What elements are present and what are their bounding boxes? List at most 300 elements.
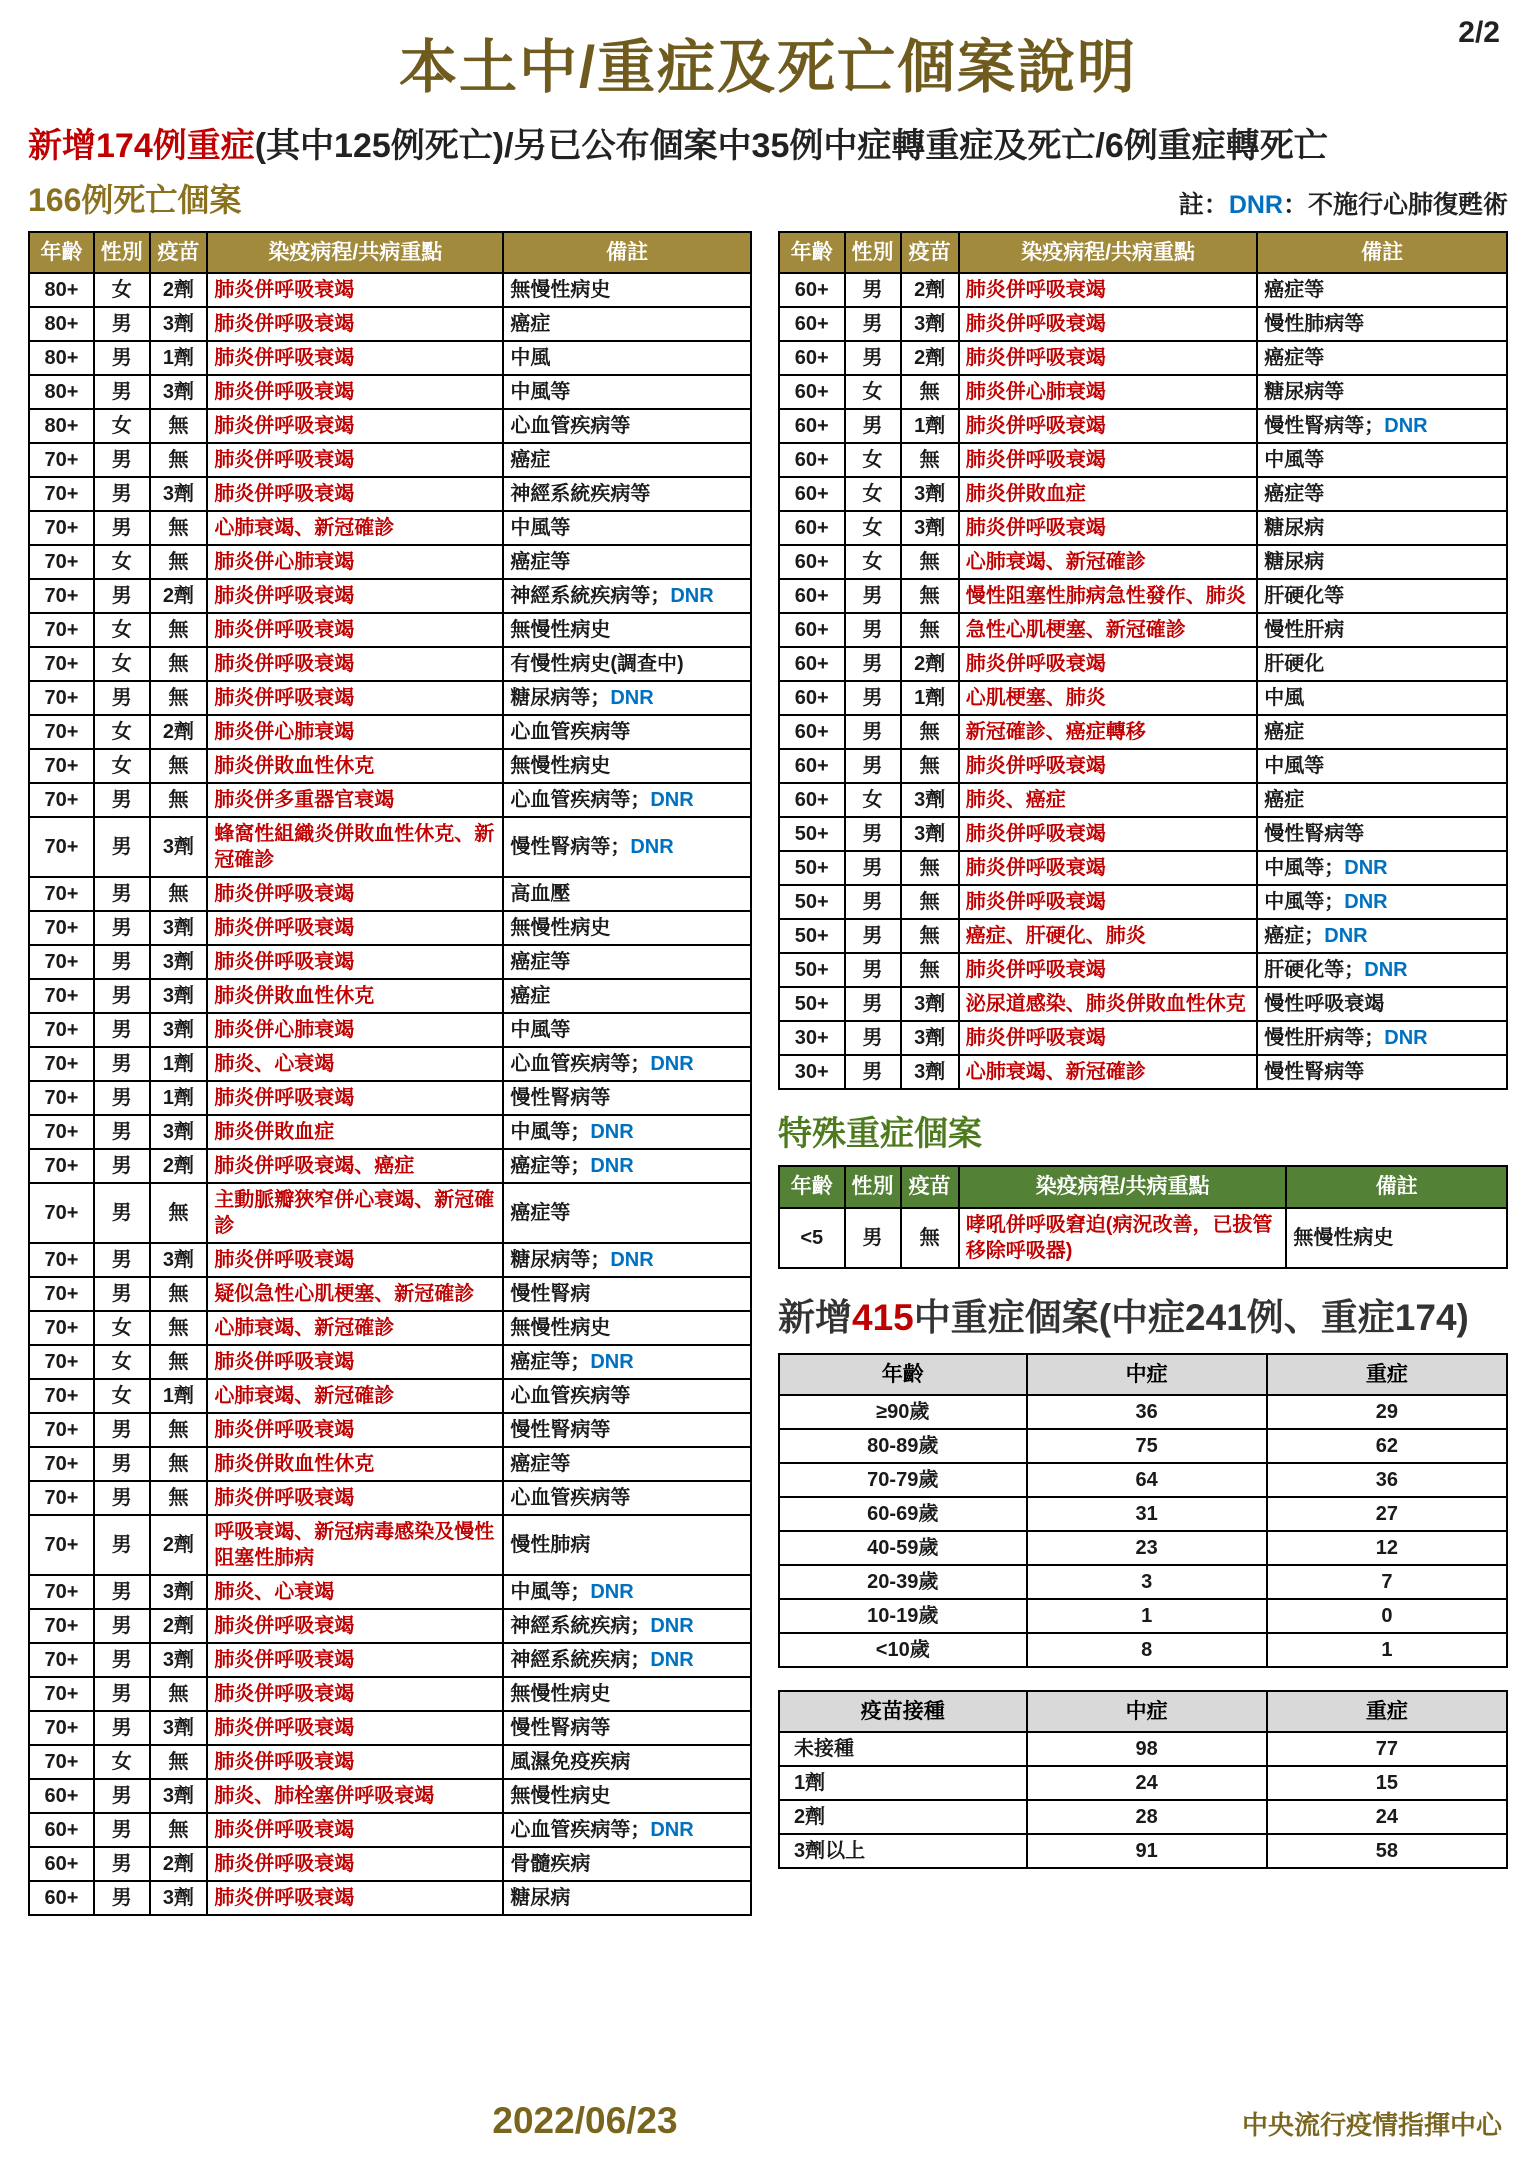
table-cell: 男: [94, 1413, 150, 1447]
table-cell: 糖尿病: [1257, 511, 1507, 545]
table-cell: 中風: [503, 341, 751, 375]
table-cell: 男: [845, 987, 901, 1021]
table-row: [29, 1677, 751, 1711]
table-row: [29, 1081, 751, 1115]
table-cell: 肺炎併呼吸衰竭: [959, 749, 1257, 783]
table-cell: 3劑以上: [779, 1834, 1027, 1868]
table-cell: 男: [94, 443, 150, 477]
table-cell: 肺炎併呼吸衰竭: [959, 953, 1257, 987]
table-row: [779, 1599, 1507, 1633]
table-cell: 29: [1267, 1395, 1507, 1429]
table-row: [779, 1395, 1507, 1429]
table-row: [779, 1531, 1507, 1565]
table-cell: 3劑: [901, 1055, 959, 1089]
table-row: [779, 749, 1507, 783]
table-cell: 70+: [29, 579, 94, 613]
column-header: 疫苗: [150, 232, 208, 273]
column-header: 年齡: [29, 232, 94, 273]
table-cell: 男: [845, 1021, 901, 1055]
dnr-label: DNR: [1384, 1027, 1428, 1050]
dnr-label: DNR: [1384, 415, 1428, 438]
header-row: [779, 1691, 1507, 1732]
table-row: [779, 1633, 1507, 1667]
table-cell: 91: [1027, 1834, 1267, 1868]
table-cell: 肺炎併敗血性休克: [207, 749, 503, 783]
table-cell: 癌症等: [503, 945, 751, 979]
table-cell: 癌症等: [503, 1447, 751, 1481]
table-cell: 肺炎併呼吸衰竭: [207, 647, 503, 681]
table-cell: 女: [94, 749, 150, 783]
table-row: [779, 307, 1507, 341]
table-cell: 20-39歲: [779, 1565, 1027, 1599]
table-cell: 70+: [29, 1677, 94, 1711]
table-cell: 80+: [29, 307, 94, 341]
table-cell: 男: [94, 1881, 150, 1915]
table-row: [779, 511, 1507, 545]
table-cell: 肺炎併呼吸衰竭: [207, 307, 503, 341]
table-row: [779, 681, 1507, 715]
table-cell: 3: [1027, 1565, 1267, 1599]
table-cell: 無: [150, 613, 208, 647]
table-cell: 3劑: [901, 987, 959, 1021]
table-cell: 無: [901, 851, 959, 885]
table-cell: 無: [901, 1208, 959, 1268]
table-cell: 男: [845, 749, 901, 783]
column-header: 染疫病程/共病重點: [959, 232, 1257, 273]
table-cell: 中風等: [1257, 749, 1507, 783]
table-row: [29, 1711, 751, 1745]
table-cell: 男: [845, 919, 901, 953]
table-cell: 2劑: [901, 341, 959, 375]
table-cell: 1劑: [779, 1766, 1027, 1800]
table-cell: 男: [94, 477, 150, 511]
dnr-label: DNR: [650, 1649, 694, 1672]
table-cell: 無: [150, 443, 208, 477]
death-table-left: [28, 231, 752, 1916]
table-row: [779, 1463, 1507, 1497]
table-cell: 無: [150, 749, 208, 783]
table-row: [29, 579, 751, 613]
table-row: [779, 1834, 1507, 1868]
header-row: [779, 1166, 1507, 1207]
special-case-table: [778, 1165, 1508, 1268]
table-cell: 中風等；DNR: [503, 1115, 751, 1149]
right-column: [778, 231, 1508, 1869]
table-row: [29, 877, 751, 911]
table-cell: 男: [845, 1208, 901, 1268]
table-cell: 60+: [779, 647, 845, 681]
table-cell: 癌症、肝硬化、肺炎: [959, 919, 1257, 953]
table-row: [779, 1565, 1507, 1599]
table-cell: 36: [1027, 1395, 1267, 1429]
table-row: [779, 409, 1507, 443]
table-cell: 中風等: [503, 1013, 751, 1047]
column-header: 疫苗: [901, 1166, 959, 1207]
table-cell: 慢性腎病: [503, 1277, 751, 1311]
table-cell: 男: [94, 341, 150, 375]
table-cell: 中風等: [503, 511, 751, 545]
table-cell: 男: [845, 885, 901, 919]
table-row: [29, 1013, 751, 1047]
table-cell: 70-79歲: [779, 1463, 1027, 1497]
footer: [0, 2100, 1536, 2146]
table-cell: 60+: [779, 477, 845, 511]
table-cell: 男: [94, 1813, 150, 1847]
table-cell: 男: [845, 715, 901, 749]
table-row: [779, 443, 1507, 477]
table-cell: 男: [94, 1677, 150, 1711]
table-cell: 癌症: [503, 979, 751, 1013]
table-row: [29, 979, 751, 1013]
table-row: [29, 375, 751, 409]
table-row: [29, 715, 751, 749]
table-cell: 男: [94, 511, 150, 545]
table-cell: 70+: [29, 945, 94, 979]
table-cell: 肺炎、心衰竭: [207, 1575, 503, 1609]
table-cell: 男: [94, 1643, 150, 1677]
table-cell: 60+: [29, 1881, 94, 1915]
table-cell: 有慢性病史(調查中): [503, 647, 751, 681]
table-row: [29, 1047, 751, 1081]
table-cell: 疑似急性心肌梗塞、新冠確診: [207, 1277, 503, 1311]
table-cell: 肺炎併呼吸衰竭: [207, 613, 503, 647]
table-cell: 70+: [29, 1609, 94, 1643]
table-cell: 70+: [29, 1047, 94, 1081]
table-cell: 心血管疾病等；DNR: [503, 783, 751, 817]
table-row: [29, 681, 751, 715]
table-cell: 肺炎併呼吸衰竭: [207, 1711, 503, 1745]
table-cell: 無: [901, 749, 959, 783]
table-cell: 60+: [779, 715, 845, 749]
table-row: [29, 1149, 751, 1183]
table-cell: 60+: [779, 273, 845, 307]
table-cell: 風濕免疫疾病: [503, 1745, 751, 1779]
table-cell: 70+: [29, 783, 94, 817]
table-row: [29, 273, 751, 307]
table-cell: 男: [845, 307, 901, 341]
table-cell: 肺炎併呼吸衰竭: [207, 1481, 503, 1515]
table-row: [29, 409, 751, 443]
table-cell: 50+: [779, 919, 845, 953]
table-row: [29, 647, 751, 681]
table-cell: 70+: [29, 443, 94, 477]
table-cell: 無慢性病史: [503, 1779, 751, 1813]
table-cell: 36: [1267, 1463, 1507, 1497]
table-cell: 70+: [29, 1115, 94, 1149]
table-cell: 肝硬化等: [1257, 579, 1507, 613]
table-cell: 肺炎併多重器官衰竭: [207, 783, 503, 817]
table-cell: 慢性腎病等: [503, 1081, 751, 1115]
table-cell: 男: [845, 817, 901, 851]
page-title: 本土中/重症及死亡個案說明: [398, 35, 1138, 100]
table-row: [779, 1021, 1507, 1055]
table-cell: 肺炎併呼吸衰竭: [959, 307, 1257, 341]
table-cell: 70+: [29, 1183, 94, 1243]
table-cell: 24: [1267, 1800, 1507, 1834]
table-cell: 3劑: [901, 817, 959, 851]
table-cell: 慢性肺病等: [1257, 307, 1507, 341]
table-cell: 1劑: [901, 409, 959, 443]
table-cell: 無: [150, 647, 208, 681]
table-cell: 肺炎、肺栓塞併呼吸衰竭: [207, 1779, 503, 1813]
table-cell: 70+: [29, 911, 94, 945]
table-cell: 肺炎併呼吸衰竭: [207, 579, 503, 613]
table-row: [29, 1243, 751, 1277]
table-cell: 無: [150, 783, 208, 817]
table-row: [779, 1800, 1507, 1834]
table-cell: 慢性腎病等；DNR: [1257, 409, 1507, 443]
table-cell: 慢性阻塞性肺病急性發作、肺炎: [959, 579, 1257, 613]
new-cases-prefix: 新增: [778, 1296, 852, 1338]
dnr-label: DNR: [1344, 891, 1388, 914]
table-cell: 60+: [779, 749, 845, 783]
dnr-label: DNR: [1344, 857, 1388, 880]
table-cell: 1劑: [150, 1081, 208, 1115]
table-cell: 無: [150, 545, 208, 579]
table-cell: 心血管疾病等；DNR: [503, 1047, 751, 1081]
table-cell: 28: [1027, 1800, 1267, 1834]
table-cell: 70+: [29, 1447, 94, 1481]
table-cell: 75: [1027, 1429, 1267, 1463]
table-cell: 男: [94, 307, 150, 341]
table-cell: 心血管疾病等: [503, 1481, 751, 1515]
table-cell: 肺炎、心衰竭: [207, 1047, 503, 1081]
table-cell: 慢性腎病等: [1257, 1055, 1507, 1089]
new-cases-heading: [778, 1287, 1508, 1341]
table-cell: 1劑: [150, 1047, 208, 1081]
table-cell: 肺炎併呼吸衰竭: [207, 1881, 503, 1915]
table-cell: 男: [94, 375, 150, 409]
table-cell: 無: [150, 511, 208, 545]
table-cell: 肺炎併呼吸衰竭: [207, 1243, 503, 1277]
table-cell: 男: [94, 911, 150, 945]
table-cell: 無: [150, 1345, 208, 1379]
table-cell: 58: [1267, 1834, 1507, 1868]
table-cell: 新冠確診、癌症轉移: [959, 715, 1257, 749]
table-cell: 肺炎併心肺衰竭: [959, 375, 1257, 409]
table-cell: 女: [94, 1311, 150, 1345]
table-cell: 70+: [29, 545, 94, 579]
table-cell: 無: [150, 1481, 208, 1515]
table-cell: 肺炎併呼吸衰竭: [207, 273, 503, 307]
vaccination-table: [778, 1690, 1508, 1869]
table-cell: 3劑: [150, 1643, 208, 1677]
column-header: 備註: [503, 232, 751, 273]
table-cell: 60+: [779, 375, 845, 409]
table-cell: 31: [1027, 1497, 1267, 1531]
table-cell: 3劑: [901, 511, 959, 545]
table-cell: 男: [94, 1013, 150, 1047]
header-row: [29, 232, 751, 273]
table-cell: 24: [1027, 1766, 1267, 1800]
table-cell: 肺炎併呼吸衰竭: [959, 647, 1257, 681]
table-row: [779, 613, 1507, 647]
table-row: [29, 1413, 751, 1447]
table-cell: 慢性呼吸衰竭: [1257, 987, 1507, 1021]
table-cell: 女: [94, 409, 150, 443]
table-cell: 70+: [29, 1643, 94, 1677]
table-cell: 男: [94, 579, 150, 613]
table-row: [29, 1745, 751, 1779]
table-cell: 無: [150, 409, 208, 443]
note-dnr-label: DNR: [1228, 191, 1283, 219]
table-cell: 70+: [29, 979, 94, 1013]
table-cell: 肺炎併呼吸衰竭: [207, 1345, 503, 1379]
table-cell: 60+: [29, 1813, 94, 1847]
table-row: [29, 783, 751, 817]
table-row: [29, 749, 751, 783]
table-row: [779, 647, 1507, 681]
table-cell: 慢性肺病: [503, 1515, 751, 1575]
table-row: [779, 477, 1507, 511]
table-cell: 男: [845, 1055, 901, 1089]
table-cell: 男: [94, 1183, 150, 1243]
column-header: 年齡: [779, 232, 845, 273]
column-header: 年齡: [779, 1354, 1027, 1395]
table-cell: 糖尿病等；DNR: [503, 681, 751, 715]
page-indicator: 2/2: [1458, 16, 1500, 49]
table-cell: 癌症: [1257, 715, 1507, 749]
table-cell: 肺炎併呼吸衰竭: [207, 681, 503, 715]
table-cell: 70+: [29, 1149, 94, 1183]
table-cell: 無: [901, 953, 959, 987]
dnr-label: DNR: [590, 1581, 634, 1604]
table-row: [779, 545, 1507, 579]
table-cell: 40-59歲: [779, 1531, 1027, 1565]
table-cell: 80+: [29, 409, 94, 443]
table-cell: 癌症等: [503, 545, 751, 579]
table-cell: 60+: [29, 1847, 94, 1881]
table-cell: 50+: [779, 817, 845, 851]
table-cell: 肺炎併呼吸衰竭: [207, 911, 503, 945]
table-cell: 男: [94, 1047, 150, 1081]
header-row: [779, 232, 1507, 273]
table-cell: 60+: [779, 307, 845, 341]
table-cell: 70+: [29, 817, 94, 877]
table-cell: 中風等；DNR: [1257, 851, 1507, 885]
table-cell: 2劑: [150, 715, 208, 749]
table-cell: 60+: [779, 443, 845, 477]
table-cell: 肺炎併呼吸衰竭: [959, 273, 1257, 307]
table-cell: 男: [845, 341, 901, 375]
table-row: [779, 1208, 1507, 1268]
table-cell: 無: [901, 443, 959, 477]
table-cell: 肺炎併呼吸衰竭: [959, 817, 1257, 851]
table-cell: 2劑: [901, 273, 959, 307]
table-cell: 心血管疾病等；DNR: [503, 1813, 751, 1847]
footer-organization: 中央流行疫情指揮中心: [1241, 2110, 1502, 2140]
dnr-label: DNR: [590, 1155, 634, 1178]
table-cell: 2劑: [150, 1609, 208, 1643]
table-cell: 肺炎併呼吸衰竭: [959, 851, 1257, 885]
table-cell: 2劑: [150, 1149, 208, 1183]
table-cell: 1劑: [901, 681, 959, 715]
table-cell: 60+: [779, 579, 845, 613]
table-cell: 肺炎併呼吸衰竭: [207, 1677, 503, 1711]
table-cell: 男: [94, 1115, 150, 1149]
table-cell: 70+: [29, 1515, 94, 1575]
section-header-row: [28, 175, 1508, 221]
dnr-label: DNR: [650, 1053, 694, 1076]
table-cell: 27: [1267, 1497, 1507, 1531]
table-cell: 癌症等: [503, 1183, 751, 1243]
table-cell: 60+: [779, 341, 845, 375]
table-cell: 無: [901, 579, 959, 613]
table-row: [779, 1497, 1507, 1531]
table-cell: 0: [1267, 1599, 1507, 1633]
table-cell: 1劑: [150, 341, 208, 375]
table-cell: 男: [94, 1243, 150, 1277]
table-cell: 70+: [29, 511, 94, 545]
table-cell: 70+: [29, 1243, 94, 1277]
table-cell: 62: [1267, 1429, 1507, 1463]
table-cell: 男: [94, 979, 150, 1013]
table-cell: 3劑: [150, 307, 208, 341]
table-cell: 肺炎併心肺衰竭: [207, 545, 503, 579]
table-cell: 慢性腎病等: [503, 1711, 751, 1745]
table-cell: 糖尿病: [1257, 545, 1507, 579]
table-cell: 70+: [29, 1013, 94, 1047]
table-cell: 女: [845, 545, 901, 579]
dnr-label: DNR: [650, 789, 694, 812]
table-cell: 60+: [779, 783, 845, 817]
table-cell: 7: [1267, 1565, 1507, 1599]
note-prefix: 註：: [1178, 191, 1229, 219]
table-cell: 50+: [779, 851, 845, 885]
dnr-label: DNR: [610, 1249, 654, 1272]
table-row: [779, 953, 1507, 987]
table-row: [779, 1429, 1507, 1463]
table-cell: 無: [901, 715, 959, 749]
table-cell: 70+: [29, 1311, 94, 1345]
column-header: 備註: [1257, 232, 1507, 273]
table-cell: 中風等；DNR: [1257, 885, 1507, 919]
table-row: [779, 715, 1507, 749]
table-row: [29, 1277, 751, 1311]
dnr-label: DNR: [630, 836, 674, 859]
new-cases-suffix: 中重症個案(中症241例、重症174): [913, 1296, 1469, 1338]
table-cell: 中風等: [503, 375, 751, 409]
table-cell: 30+: [779, 1055, 845, 1089]
column-header: 性別: [845, 1166, 901, 1207]
table-cell: 70+: [29, 647, 94, 681]
table-cell: 女: [94, 715, 150, 749]
table-cell: 男: [94, 817, 150, 877]
table-cell: 肝硬化: [1257, 647, 1507, 681]
table-cell: 肺炎併呼吸衰竭: [959, 511, 1257, 545]
table-cell: 女: [94, 1345, 150, 1379]
table-cell: 女: [94, 1745, 150, 1779]
footer-date: 2022/06/23: [492, 2100, 678, 2141]
table-cell: 1: [1267, 1633, 1507, 1667]
table-row: [29, 1311, 751, 1345]
table-cell: 肺炎併呼吸衰竭: [207, 877, 503, 911]
table-cell: 肺炎併心肺衰竭: [207, 1013, 503, 1047]
table-cell: 男: [94, 1277, 150, 1311]
table-cell: 癌症: [503, 307, 751, 341]
table-cell: 肺炎併心肺衰竭: [207, 715, 503, 749]
table-cell: 30+: [779, 1021, 845, 1055]
dnr-label: DNR: [590, 1351, 634, 1374]
table-cell: 心肌梗塞、肺炎: [959, 681, 1257, 715]
table-cell: 泌尿道感染、肺炎併敗血性休克: [959, 987, 1257, 1021]
table-cell: 癌症等: [1257, 477, 1507, 511]
table-cell: 女: [94, 1379, 150, 1413]
table-cell: 無慢性病史: [503, 613, 751, 647]
table-cell: 80+: [29, 341, 94, 375]
table-cell: 心肺衰竭、新冠確診: [959, 545, 1257, 579]
table-cell: 肺炎併呼吸衰竭: [959, 1021, 1257, 1055]
